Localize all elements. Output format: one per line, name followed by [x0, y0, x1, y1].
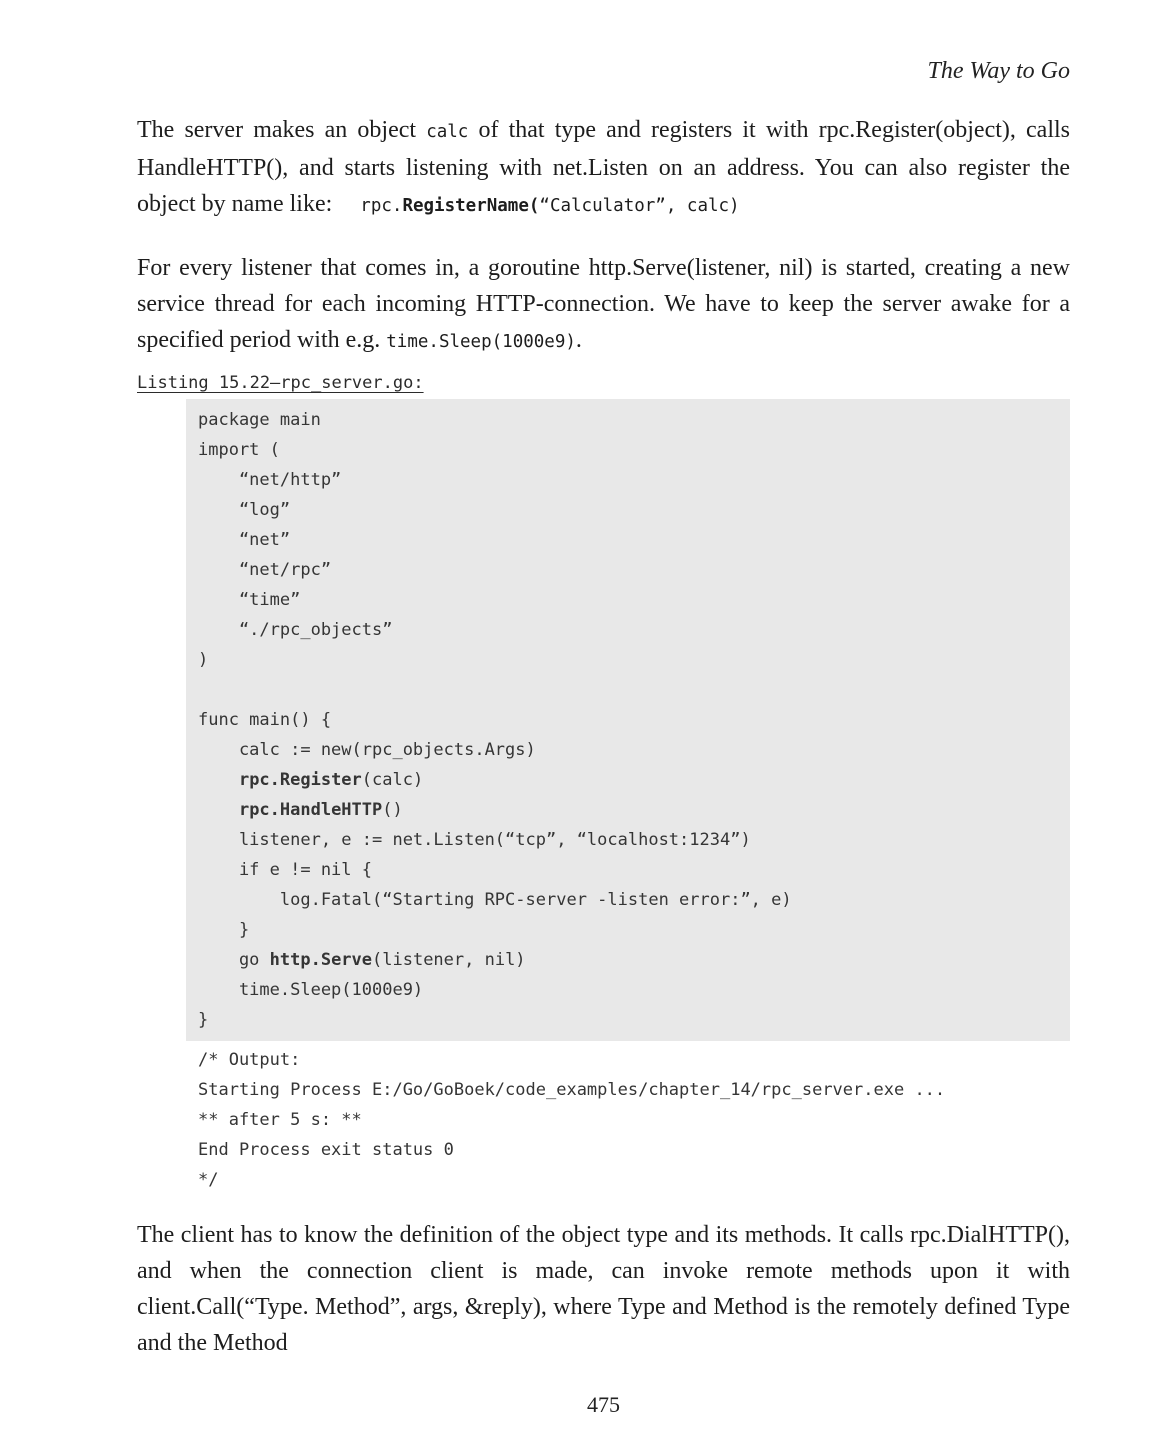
- code-line: “./rpc_objects”: [198, 620, 393, 640]
- code-line: “log”: [198, 500, 291, 520]
- code-line: “net/rpc”: [198, 560, 332, 580]
- code-line: “net/http”: [198, 470, 342, 490]
- inline-code: time.Sleep(1000e9): [386, 332, 576, 352]
- output-line: End Process exit status 0: [198, 1140, 454, 1160]
- page-number: 475: [587, 1392, 620, 1417]
- code-line: rpc.HandleHTTP(): [238, 800, 403, 820]
- code-line: go http.Serve(listener, nil): [198, 950, 526, 970]
- paragraph-text: of that type and registers it with rpc.Register(object), calls HandleHTTP(), and starts listening with net.Listen on an address. You can also register the object by name like:: [137, 117, 1071, 217]
- code-line: }: [198, 1010, 209, 1030]
- paragraph-text: For every listener that comes in, a goroutine http.Serve(listener, nil) is started, creating a new service thread for each incoming HTTP-connection. We have to keep the server awake for a specified period with e.g.: [137, 255, 1070, 353]
- inline-code: “Calculator”, calc): [539, 196, 740, 216]
- output-line: Starting Process E:/Go/GoBoek/code_examples/chapter_14/rpc_server.exe ...: [198, 1080, 946, 1100]
- inline-code: rpc.: [360, 196, 403, 216]
- code-line: ): [198, 650, 209, 670]
- inline-code-bold: RegisterName(: [402, 196, 540, 216]
- inline-code: calc: [426, 122, 469, 142]
- code-line: listener, e := net.Listen(“tcp”, “localhost:1234”): [198, 830, 751, 850]
- paragraph-text: The server makes an object: [137, 117, 427, 143]
- code-line: “net”: [198, 530, 291, 550]
- code-line: package main: [198, 410, 321, 430]
- code-line: func main() {: [198, 710, 332, 730]
- code-line: import (: [198, 440, 280, 460]
- listing-caption-text: Listing 15.22—rpc_server.go:: [137, 373, 424, 393]
- code-line: log.Fatal(“Starting RPC-server -listen error:”, e): [198, 890, 792, 910]
- listing-container: [186, 399, 1070, 1195]
- running-header: The Way to Go: [927, 58, 1070, 84]
- paragraph-text: .: [575, 327, 582, 353]
- code-line: }: [198, 920, 250, 940]
- paragraph-text: The client has to know the definition of the object type and its methods. It calls rpc.DialHTTP(), and when the connection client is made, can invoke remote methods upon it with client.Call(“Type. Method”, args, &reply), where Type and Method is the remotely defined Type and the Method: [137, 1222, 1070, 1356]
- paragraph-client: [137, 1217, 1070, 1361]
- code-line-blank: [198, 675, 1060, 705]
- output-block: [186, 1041, 1070, 1195]
- code-line: time.Sleep(1000e9): [198, 980, 424, 1000]
- code-block: [186, 399, 1070, 1041]
- output-line: /* Output:: [198, 1050, 301, 1070]
- code-line: calc := new(rpc_objects.Args): [198, 740, 536, 760]
- output-line: ** after 5 s: **: [198, 1110, 362, 1130]
- code-line: “time”: [198, 590, 301, 610]
- paragraph-listener: [137, 250, 1070, 360]
- code-line: rpc.Register(calc): [238, 770, 424, 790]
- code-line: if e != nil {: [198, 860, 372, 880]
- output-line: */: [198, 1170, 219, 1190]
- listing-caption: [137, 370, 1070, 396]
- paragraph-server: [137, 112, 1070, 224]
